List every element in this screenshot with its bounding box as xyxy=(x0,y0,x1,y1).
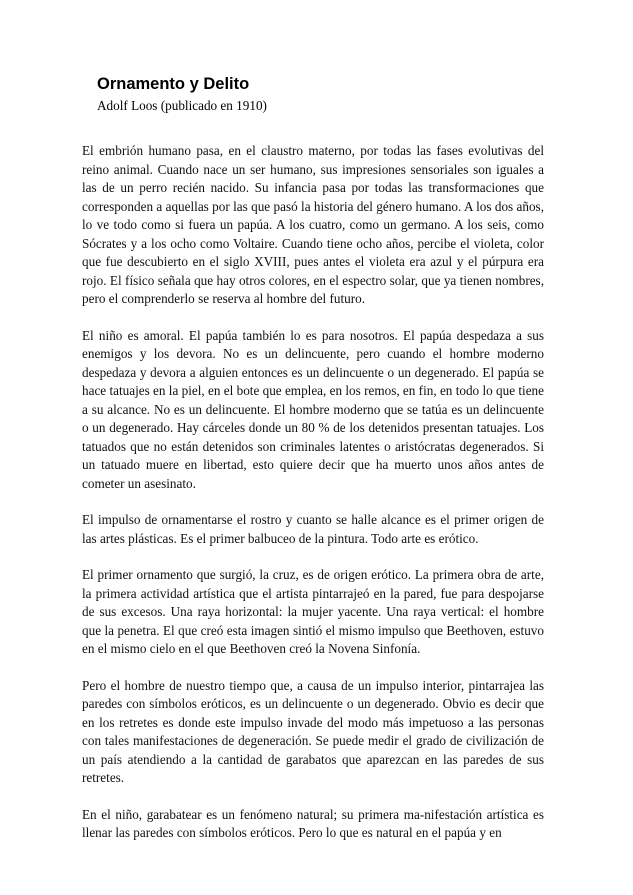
paragraph: El embrión humano pasa, en el claustro materno, por todas las fases evolutivas del reino animal. Cuando nace un ser humano, sus impresiones sensoriales son iguales a las de un perro recién nacido. Su infancia pasa por todas las transformaciones que corresponden a aquellas por las que pasó la historia del género humano. A los dos años, lo ve todo como si fuera un papúa. A los cuatro, como un germano. A los seis, como Sócrates y a los ocho como Voltaire. Cuando tiene ocho años, percibe el violeta, color que fue descubierto en el siglo XVIII, pues antes el violeta era azul y el púrpura era rojo. El físico señala que hay otros colores, en el espectro solar, que ya tienen nombres, pero el comprenderlo se reserva al hombre del futuro. xyxy=(82,143,544,306)
document-body xyxy=(82,142,544,861)
paragraph: El primer ornamento que surgió, la cruz, es de origen erótico. La primera obra de arte, la primera actividad artística que el artista pintarrajeó en la pared, fue para despojarse de sus excesos. Una raya horizontal: la mujer yacente. Una raya vertical: el hombre que la penetra. El que creó esta imagen sintió el mismo impulso que Beethoven, estuvo en el mismo cielo en el que Beethoven creó la Novena Sinfonía. xyxy=(82,567,544,656)
document-subtitle: Adolf Loos (publicado en 1910) xyxy=(97,98,267,113)
paragraph: El impulso de ornamentarse el rostro y cuanto se halle alcance es el primer origen de las artes plásticas. Es el primer balbuceo de la pintura. Todo arte es erótico. xyxy=(82,512,544,546)
document-title: Ornamento y Delito xyxy=(97,75,250,93)
paragraph: Pero el hombre de nuestro tiempo que, a causa de un impulso interior, pintarrajea las paredes con símbolos eróticos, es un delincuente o un degenerado. Obvio es decir que en los retretes es donde este impulso invade del modo más impetuoso a las personas con tales manifestaciones de degeneración. Se puede medir el grado de civilización de un país atendiendo a la cantidad de garabatos que aparezcan en las paredes de sus retretes. xyxy=(82,677,544,785)
paragraph: En el niño, garabatear es un fenómeno natural; su primera ma-nifestación artística es llenar las paredes con símbolos eróticos. Pero lo que es natural en el papúa y en xyxy=(82,806,544,840)
paragraph: El niño es amoral. El papúa también lo es para nosotros. El papúa despedaza a sus enemigos y los devora. No es un delincuente, pero cuando el hombre moderno despedaza y devora a alguien entonces es un delincuente o un degenerado. El papúa se hace tatuajes en la piel, en el bote que emplea, en los remos, en fin, en todo lo que tiene a su alcance. No es un delincuente. El hombre moderno que se tatúa es un delincuente o un degenerado. Hay cárceles donde un 80 % de los detenidos presentan tatuajes. Los tatuados que no están detenidos son criminales latentes o aristócratas degenerados. Si un tatuado muere en libertad, esto quiere decir que ha muerto unos años antes de cometer un asesinato. xyxy=(82,327,544,491)
